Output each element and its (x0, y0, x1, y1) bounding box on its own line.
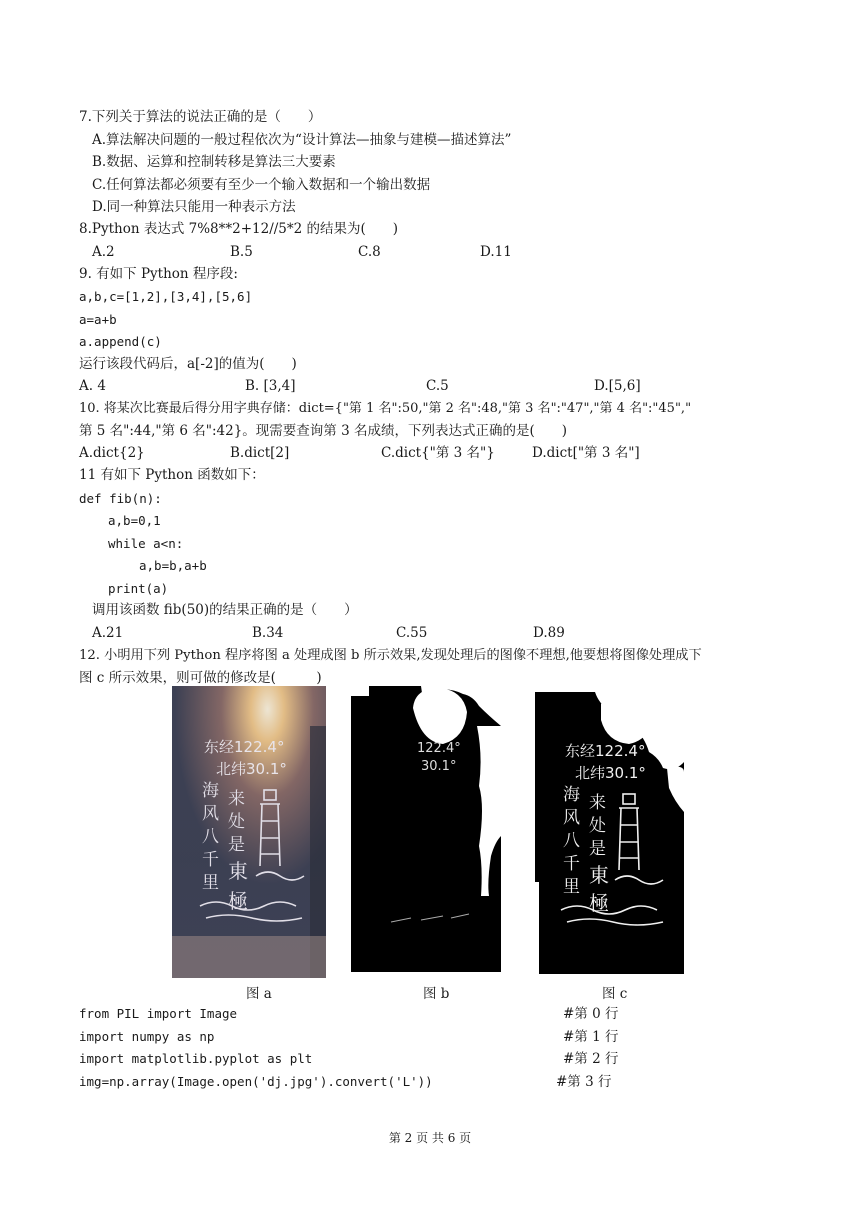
q10-option-c: C.dict{"第 3 名"} (381, 445, 495, 461)
q12-code-comment-2: #第 2 行 (563, 1051, 619, 1067)
q11-option-b: B.34 (252, 625, 284, 641)
figure-c-char: 東 (589, 863, 609, 887)
figure-c-char: 是 (589, 839, 606, 859)
figure-a-char: 八 (202, 827, 219, 847)
q8-stem: 8.Python 表达式 7%8**2+12//5*2 的结果为( ) (79, 221, 399, 237)
q12-code-line-2: import matplotlib.pyplot as plt (79, 1051, 313, 1066)
figure-a-char: 里 (202, 873, 219, 893)
q8-option-a: A.2 (92, 244, 115, 260)
figure-a-char: 海 (202, 781, 219, 801)
figure-a-char: 处 (228, 812, 245, 832)
q12-stem-line-2: 图 c 所示效果，则可做的修改是( ) (79, 670, 322, 686)
q9-stem: 9. 有如下 Python 程序段: (79, 266, 238, 282)
q10-stem-line-2: 第 5 名":44,"第 6 名":42}。现需要查询第 3 名成绩，下列表达式正确的是( ) (79, 423, 568, 439)
q11-code-line-3: while a<n: (108, 536, 184, 551)
q8-option-b: B.5 (230, 244, 253, 260)
figure-c-char: 八 (563, 831, 580, 851)
figure-c-char: 極 (589, 891, 609, 915)
q7-option-a: A.算法解决问题的一般过程依次为“设计算法—抽象与建模—描述算法” (92, 132, 512, 148)
q12-stem-line-1: 12. 小明用下列 Python 程序将图 a 处理成图 b 所示效果,发现处理后的图像不理想,他要想将图像处理成下 (79, 648, 702, 663)
figure-a-char: 東 (228, 859, 248, 883)
q12-code-comment-1: #第 1 行 (563, 1029, 619, 1045)
caption-figure-b: 图 b (423, 986, 450, 1002)
q11-option-d: D.89 (533, 625, 565, 641)
q11-stem: 11 有如下 Python 函数如下： (79, 467, 265, 483)
figure-c-longitude: 东经122.4° (565, 742, 646, 760)
q11-question: 调用该函数 fib(50)的结果正确的是（ ） (92, 602, 358, 618)
figure-a-char: 风 (202, 804, 219, 824)
q11-code-line-5: print(a) (108, 581, 169, 596)
q11-code-line-4: a,b=b,a+b (139, 558, 207, 573)
figure-c-latitude: 北纬30.1° (575, 764, 646, 782)
q11-option-c: C.55 (396, 625, 428, 641)
figure-c-char: 里 (563, 877, 580, 897)
q10-option-b: B.dict[2] (230, 445, 290, 461)
figure-a-char: 極 (228, 889, 248, 913)
q12-code-line-1: import numpy as np (79, 1029, 215, 1044)
figure-b-image (351, 686, 501, 972)
q11-code-line-1: def fib(n): (79, 491, 162, 506)
q12-code-line-3: img=np.array(Image.open('dj.jpg').convert('L')) (79, 1074, 433, 1089)
q9-code-line-3: a.append(c) (79, 334, 162, 349)
figure-c-char: 来 (589, 793, 606, 813)
q9-code-line-1: a,b,c=[1,2],[3,4],[5,6] (79, 289, 253, 304)
figure-c-char: 海 (563, 785, 580, 805)
q12-code-line-0: from PIL import Image (79, 1006, 238, 1021)
figure-c-char: 风 (563, 808, 580, 828)
q8-option-d: D.11 (480, 244, 512, 260)
q10-option-d: D.dict["第 3 名"] (532, 445, 640, 461)
q10-option-a: A.dict{2} (79, 445, 145, 461)
q10-stem-line-1: 10. 将某次比赛最后得分用字典存储：dict={"第 1 名":50,"第 2 名":48,"第 3 名":"47","第 4 名":"45"," (79, 401, 692, 416)
q7-option-c: C.任何算法都必须要有至少一个输入数据和一个输出数据 (92, 177, 431, 193)
q7-option-d: D.同一种算法只能用一种表示方法 (92, 199, 296, 215)
q12-code-comment-0: #第 0 行 (563, 1006, 619, 1022)
page-footer: 第 2 页 共 6 页 (388, 1131, 472, 1145)
figure-a-char: 是 (228, 835, 245, 855)
q7-option-b: B.数据、运算和控制转移是算法三大要素 (92, 154, 336, 170)
caption-figure-c: 图 c (602, 986, 628, 1002)
figure-c-char: 千 (563, 854, 580, 874)
figure-a-latitude: 北纬30.1° (216, 760, 287, 778)
figure-c-image (535, 692, 684, 974)
q9-option-b: B. [3,4] (245, 378, 296, 394)
figure-a-char: 千 (202, 850, 219, 870)
q8-option-c: C.8 (358, 244, 381, 260)
q9-option-d: D.[5,6] (594, 378, 641, 394)
q11-code-line-2: a,b=0,1 (108, 513, 161, 528)
q9-code-line-2: a=a+b (79, 312, 117, 327)
figure-b-longitude: 122.4° (417, 741, 461, 756)
figure-a-char: 来 (228, 789, 245, 809)
figure-c-char: 处 (589, 816, 606, 836)
figure-a-longitude: 东经122.4° (204, 738, 285, 756)
q11-option-a: A.21 (92, 625, 124, 641)
q12-code-comment-3: #第 3 行 (556, 1074, 612, 1090)
figure-a-photo (172, 686, 326, 978)
q7-stem: 7.下列关于算法的说法正确的是（ ） (79, 109, 322, 125)
q9-question: 运行该段代码后，a[-2]的值为( ) (79, 356, 297, 372)
q9-option-a: A. 4 (79, 378, 106, 394)
caption-figure-a: 图 a (246, 986, 272, 1002)
figure-b-latitude: 30.1° (421, 759, 457, 774)
q9-option-c: C.5 (426, 378, 449, 394)
